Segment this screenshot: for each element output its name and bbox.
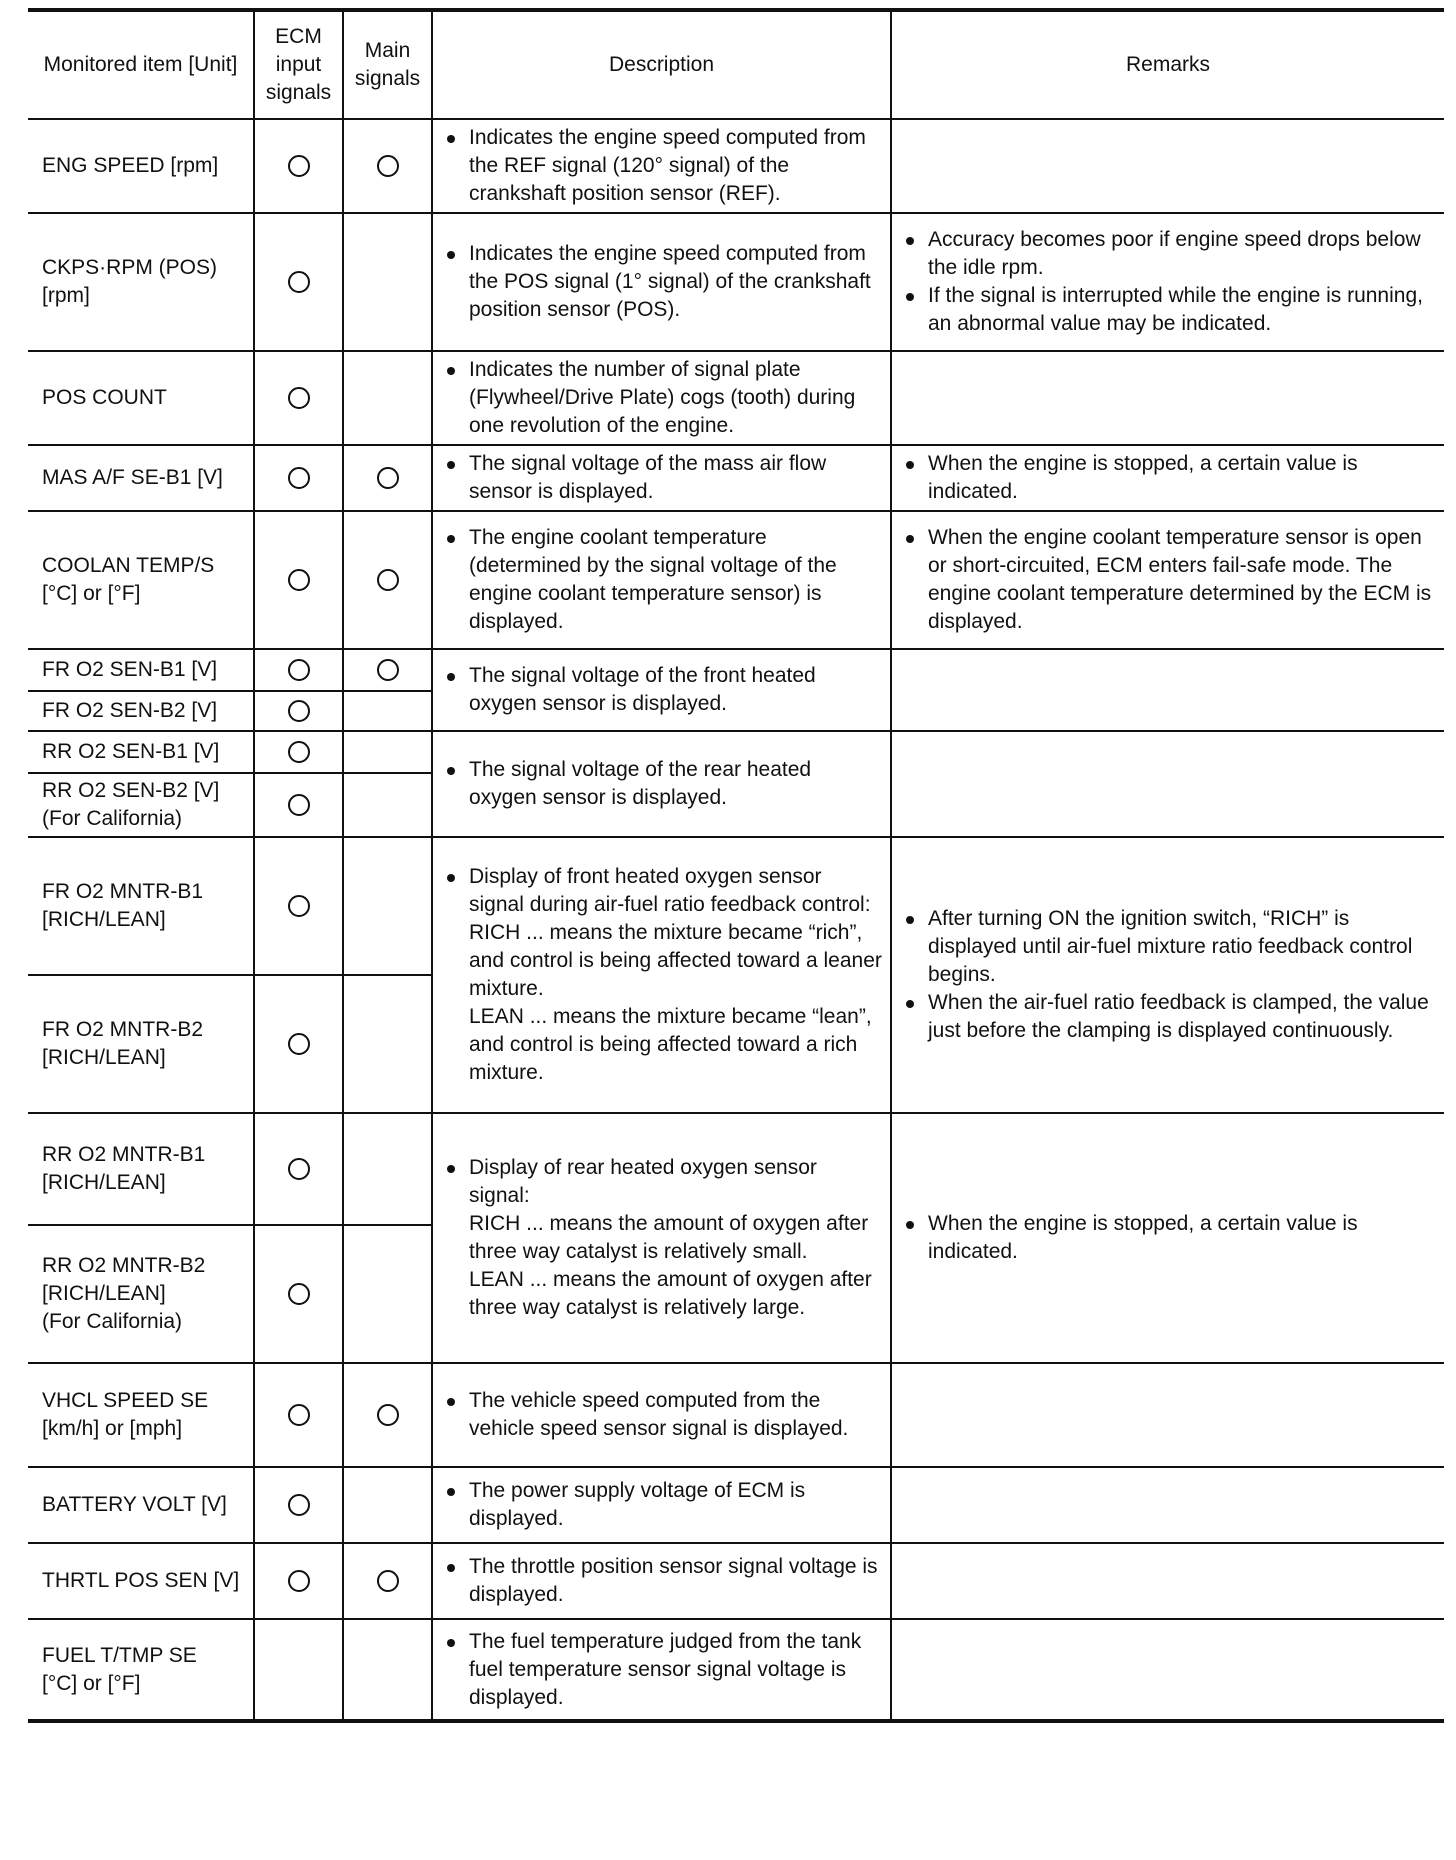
main-cell: [343, 731, 432, 773]
main-cell: [343, 1113, 432, 1225]
main-cell: [343, 837, 432, 975]
main-cell: [343, 773, 432, 837]
description-cell: [432, 351, 891, 445]
remarks-cell: [891, 1467, 1444, 1543]
item-cell: MAS A/F SE-B1 [V]: [28, 445, 254, 511]
header-description: Description: [432, 10, 891, 119]
bullet-text: If the signal is interrupted while the engine is running, an abnormal value may be indicated.: [900, 282, 1436, 338]
header-remarks: Remarks: [891, 10, 1444, 119]
item-cell: THRTL POS SEN [V]: [28, 1543, 254, 1619]
circle-mark-icon: [377, 569, 399, 591]
bullet-text: The throttle position sensor signal voltage is displayed.: [441, 1553, 882, 1609]
circle-mark-icon: [288, 659, 310, 681]
description-cell: [432, 1467, 891, 1543]
main-cell: [343, 1619, 432, 1721]
bullet-text: Display of rear heated oxygen sensor signal: RICH ... means the amount of oxygen after three way catalyst is relatively small. LEAN ... means the amount of oxygen after three way catalyst is relatively large.: [441, 1154, 882, 1322]
circle-mark-icon: [377, 467, 399, 489]
circle-mark-icon: [288, 1283, 310, 1305]
remarks-cell: [891, 1543, 1444, 1619]
item-cell: FR O2 MNTR-B2 [RICH/LEAN]: [28, 975, 254, 1113]
monitored-items-table: [28, 8, 1444, 1723]
circle-mark-icon: [288, 794, 310, 816]
remarks-cell: [891, 1619, 1444, 1721]
main-cell: [343, 351, 432, 445]
item-cell: FUEL T/TMP SE [°C] or [°F]: [28, 1619, 254, 1721]
description-cell: [432, 511, 891, 649]
header-main-signals: Main signals: [343, 10, 432, 119]
remarks-cell: [891, 445, 1444, 511]
circle-mark-icon: [288, 387, 310, 409]
remarks-cell: [891, 213, 1444, 351]
table-row: [28, 1363, 1444, 1467]
monitor-table-page: [28, 8, 1444, 1723]
circle-mark-icon: [288, 569, 310, 591]
item-cell: CKPS·RPM (POS) [rpm]: [28, 213, 254, 351]
bullet-text: The vehicle speed computed from the vehicle speed sensor signal is displayed.: [441, 1387, 882, 1443]
header-monitored-item: Monitored item [Unit]: [28, 10, 254, 119]
circle-mark-icon: [377, 1570, 399, 1592]
circle-mark-icon: [288, 1494, 310, 1516]
item-cell: FR O2 SEN-B1 [V]: [28, 649, 254, 691]
bullet-text: The signal voltage of the mass air flow sensor is displayed.: [441, 450, 882, 506]
circle-mark-icon: [288, 467, 310, 489]
bullet-text: Accuracy becomes poor if engine speed drops below the idle rpm.: [900, 226, 1436, 282]
item-cell: COOLAN TEMP/S [°C] or [°F]: [28, 511, 254, 649]
main-cell: [343, 1363, 432, 1467]
table-row: [28, 213, 1444, 351]
item-cell: RR O2 MNTR-B2 [RICH/LEAN] (For California): [28, 1225, 254, 1363]
main-cell: [343, 511, 432, 649]
ecm-cell: [254, 213, 343, 351]
remarks-cell: [891, 511, 1444, 649]
item-cell: VHCL SPEED SE [km/h] or [mph]: [28, 1363, 254, 1467]
item-cell: RR O2 SEN-B2 [V] (For California): [28, 773, 254, 837]
remarks-cell: [891, 649, 1444, 731]
ecm-cell: [254, 1113, 343, 1225]
circle-mark-icon: [288, 271, 310, 293]
ecm-cell: [254, 837, 343, 975]
main-cell: [343, 691, 432, 731]
header-ecm-input-signals: ECM input signals: [254, 10, 343, 119]
description-cell: [432, 1113, 891, 1363]
ecm-cell: [254, 445, 343, 511]
item-cell: RR O2 MNTR-B1 [RICH/LEAN]: [28, 1113, 254, 1225]
ecm-cell: [254, 1543, 343, 1619]
circle-mark-icon: [377, 659, 399, 681]
remarks-cell: [891, 837, 1444, 1113]
main-cell: [343, 119, 432, 213]
bullet-text: Display of front heated oxygen sensor signal during air-fuel ratio feedback control: RICH ... means the mixture became “rich”, and control is being affected toward a leaner mixture. LEAN ... means the mixture became “lean”, and control is being affected toward a rich mixture.: [441, 863, 882, 1087]
bullet-text: The power supply voltage of ECM is displayed.: [441, 1477, 882, 1533]
ecm-cell: [254, 649, 343, 691]
table-row: [28, 1543, 1444, 1619]
description-cell: [432, 837, 891, 1113]
description-cell: [432, 1543, 891, 1619]
remarks-cell: [891, 1363, 1444, 1467]
description-cell: [432, 1363, 891, 1467]
table-row: [28, 1113, 1444, 1225]
description-cell: [432, 1619, 891, 1721]
remarks-cell: [891, 1113, 1444, 1363]
item-cell: RR O2 SEN-B1 [V]: [28, 731, 254, 773]
circle-mark-icon: [288, 1158, 310, 1180]
table-row: [28, 649, 1444, 691]
main-cell: [343, 1467, 432, 1543]
bullet-text: The signal voltage of the rear heated oxygen sensor is displayed.: [441, 756, 882, 812]
ecm-cell: [254, 1363, 343, 1467]
main-cell: [343, 649, 432, 691]
main-cell: [343, 975, 432, 1113]
table-row: [28, 445, 1444, 511]
description-cell: [432, 445, 891, 511]
table-row: [28, 1619, 1444, 1721]
table-row: [28, 837, 1444, 975]
ecm-cell: [254, 975, 343, 1113]
item-cell: BATTERY VOLT [V]: [28, 1467, 254, 1543]
table-row: [28, 119, 1444, 213]
table-row: [28, 1467, 1444, 1543]
description-cell: [432, 649, 891, 731]
bullet-text: Indicates the number of signal plate (Flywheel/Drive Plate) cogs (tooth) during one revolution of the engine.: [441, 356, 882, 440]
circle-mark-icon: [288, 1404, 310, 1426]
remarks-cell: [891, 351, 1444, 445]
bullet-text: Indicates the engine speed computed from the POS signal (1° signal) of the crankshaft position sensor (POS).: [441, 240, 882, 324]
bullet-text: When the engine coolant temperature sensor is open or short-circuited, ECM enters fail-safe mode. The engine coolant temperature determined by the ECM is displayed.: [900, 524, 1436, 636]
ecm-cell: [254, 731, 343, 773]
ecm-cell: [254, 1467, 343, 1543]
circle-mark-icon: [288, 700, 310, 722]
bullet-text: The engine coolant temperature (determined by the signal voltage of the engine coolant temperature sensor) is displayed.: [441, 524, 882, 636]
bullet-text: After turning ON the ignition switch, “RICH” is displayed until air-fuel mixture ratio feedback control begins.: [900, 905, 1436, 989]
description-cell: [432, 731, 891, 837]
circle-mark-icon: [288, 741, 310, 763]
remarks-cell: [891, 731, 1444, 837]
item-cell: FR O2 MNTR-B1 [RICH/LEAN]: [28, 837, 254, 975]
bullet-text: When the engine is stopped, a certain value is indicated.: [900, 450, 1436, 506]
main-cell: [343, 213, 432, 351]
description-cell: [432, 213, 891, 351]
main-cell: [343, 1225, 432, 1363]
bullet-text: When the air-fuel ratio feedback is clamped, the value just before the clamping is displayed continuously.: [900, 989, 1436, 1045]
circle-mark-icon: [288, 895, 310, 917]
description-cell: [432, 119, 891, 213]
ecm-cell: [254, 511, 343, 649]
circle-mark-icon: [377, 1404, 399, 1426]
circle-mark-icon: [288, 1570, 310, 1592]
table-row: [28, 511, 1444, 649]
bullet-text: The signal voltage of the front heated oxygen sensor is displayed.: [441, 662, 882, 718]
item-cell: ENG SPEED [rpm]: [28, 119, 254, 213]
ecm-cell: [254, 773, 343, 837]
ecm-cell: [254, 1619, 343, 1721]
circle-mark-icon: [377, 155, 399, 177]
circle-mark-icon: [288, 1033, 310, 1055]
main-cell: [343, 1543, 432, 1619]
item-cell: POS COUNT: [28, 351, 254, 445]
bullet-text: Indicates the engine speed computed from the REF signal (120° signal) of the crankshaft position sensor (REF).: [441, 124, 882, 208]
ecm-cell: [254, 1225, 343, 1363]
ecm-cell: [254, 119, 343, 213]
table-row: [28, 351, 1444, 445]
item-cell: FR O2 SEN-B2 [V]: [28, 691, 254, 731]
header-row: [28, 10, 1444, 119]
ecm-cell: [254, 351, 343, 445]
main-cell: [343, 445, 432, 511]
remarks-cell: [891, 119, 1444, 213]
bullet-text: The fuel temperature judged from the tank fuel temperature sensor signal voltage is displayed.: [441, 1628, 882, 1712]
table-row: [28, 731, 1444, 773]
circle-mark-icon: [288, 155, 310, 177]
bullet-text: When the engine is stopped, a certain value is indicated.: [900, 1210, 1436, 1266]
ecm-cell: [254, 691, 343, 731]
